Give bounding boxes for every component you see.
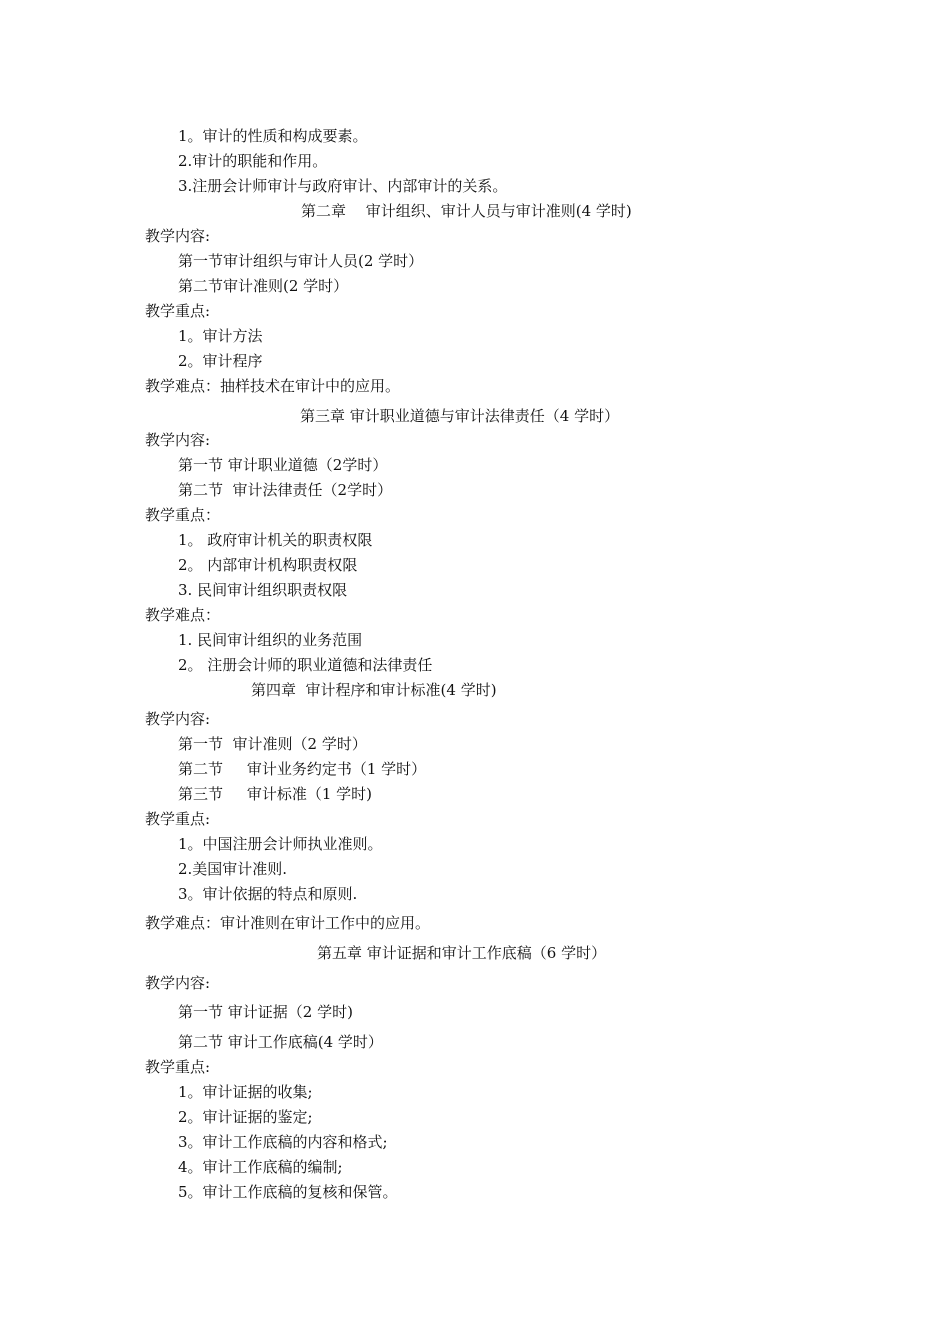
chapter-heading: 第五章 审计证据和审计工作底稿（6 学时） bbox=[317, 944, 607, 962]
section-label: 教学内容: bbox=[145, 974, 211, 992]
section-label: 教学内容: bbox=[145, 431, 211, 449]
list-item: 第一节 审计职业道德（2学时） bbox=[178, 456, 388, 474]
list-item: 第二节 审计业务约定书（1 学时） bbox=[178, 760, 427, 778]
list-item: 2.审计的职能和作用。 bbox=[178, 152, 328, 170]
list-item: 2。 内部审计机构职责权限 bbox=[178, 556, 358, 574]
list-item: 第一节审计组织与审计人员(2 学时） bbox=[178, 252, 424, 270]
list-item: 第三节 审计标准（1 学时) bbox=[178, 785, 373, 803]
list-item: 1。审计的性质和构成要素。 bbox=[178, 127, 368, 145]
list-item: 1。中国注册会计师执业准则。 bbox=[178, 835, 383, 853]
list-item: 5。审计工作底稿的复核和保管。 bbox=[178, 1183, 398, 1201]
section-label: 教学重点: bbox=[145, 810, 211, 828]
section-label: 教学难点：抽样技术在审计中的应用。 bbox=[145, 377, 401, 395]
list-item: 2。审计证据的鉴定; bbox=[178, 1108, 313, 1126]
list-item: 第二节审计准则(2 学时） bbox=[178, 277, 349, 295]
list-item: 第二节 审计法律责任（2学时） bbox=[178, 481, 393, 499]
list-item: 第二节 审计工作底稿(4 学时） bbox=[178, 1033, 383, 1051]
section-label: 教学内容: bbox=[145, 227, 211, 245]
section-label: 教学重点： bbox=[145, 506, 221, 524]
section-label: 教学内容: bbox=[145, 710, 211, 728]
list-item: 3.注册会计师审计与政府审计、内部审计的关系。 bbox=[178, 177, 508, 195]
list-item: 1. 民间审计组织的业务范围 bbox=[178, 631, 363, 649]
list-item: 1。审计证据的收集; bbox=[178, 1083, 313, 1101]
list-item: 4。审计工作底稿的编制; bbox=[178, 1158, 343, 1176]
list-item: 1。 政府审计机关的职责权限 bbox=[178, 531, 373, 549]
chapter-heading: 第四章 审计程序和审计标准(4 学时) bbox=[251, 681, 497, 699]
section-label: 教学重点: bbox=[145, 1058, 211, 1076]
list-item: 1。审计方法 bbox=[178, 327, 263, 345]
list-item: 第一节 审计准则（2 学时） bbox=[178, 735, 367, 753]
section-label: 教学难点：审计准则在审计工作中的应用。 bbox=[145, 914, 431, 932]
list-item: 第一节 审计证据（2 学时) bbox=[178, 1003, 353, 1021]
list-item: 2。审计程序 bbox=[178, 352, 263, 370]
list-item: 2。 注册会计师的职业道德和法律责任 bbox=[178, 656, 433, 674]
list-item: 3. 民间审计组织职责权限 bbox=[178, 581, 348, 599]
chapter-heading: 第二章 审计组织、审计人员与审计准则(4 学时) bbox=[301, 202, 632, 220]
section-label: 教学难点： bbox=[145, 606, 221, 624]
section-label: 教学重点: bbox=[145, 302, 211, 320]
chapter-heading: 第三章 审计职业道德与审计法律责任（4 学时） bbox=[300, 407, 620, 425]
list-item: 3。审计依据的特点和原则. bbox=[178, 885, 358, 903]
list-item: 2.美国审计准则. bbox=[178, 860, 288, 878]
list-item: 3。审计工作底稿的内容和格式; bbox=[178, 1133, 388, 1151]
